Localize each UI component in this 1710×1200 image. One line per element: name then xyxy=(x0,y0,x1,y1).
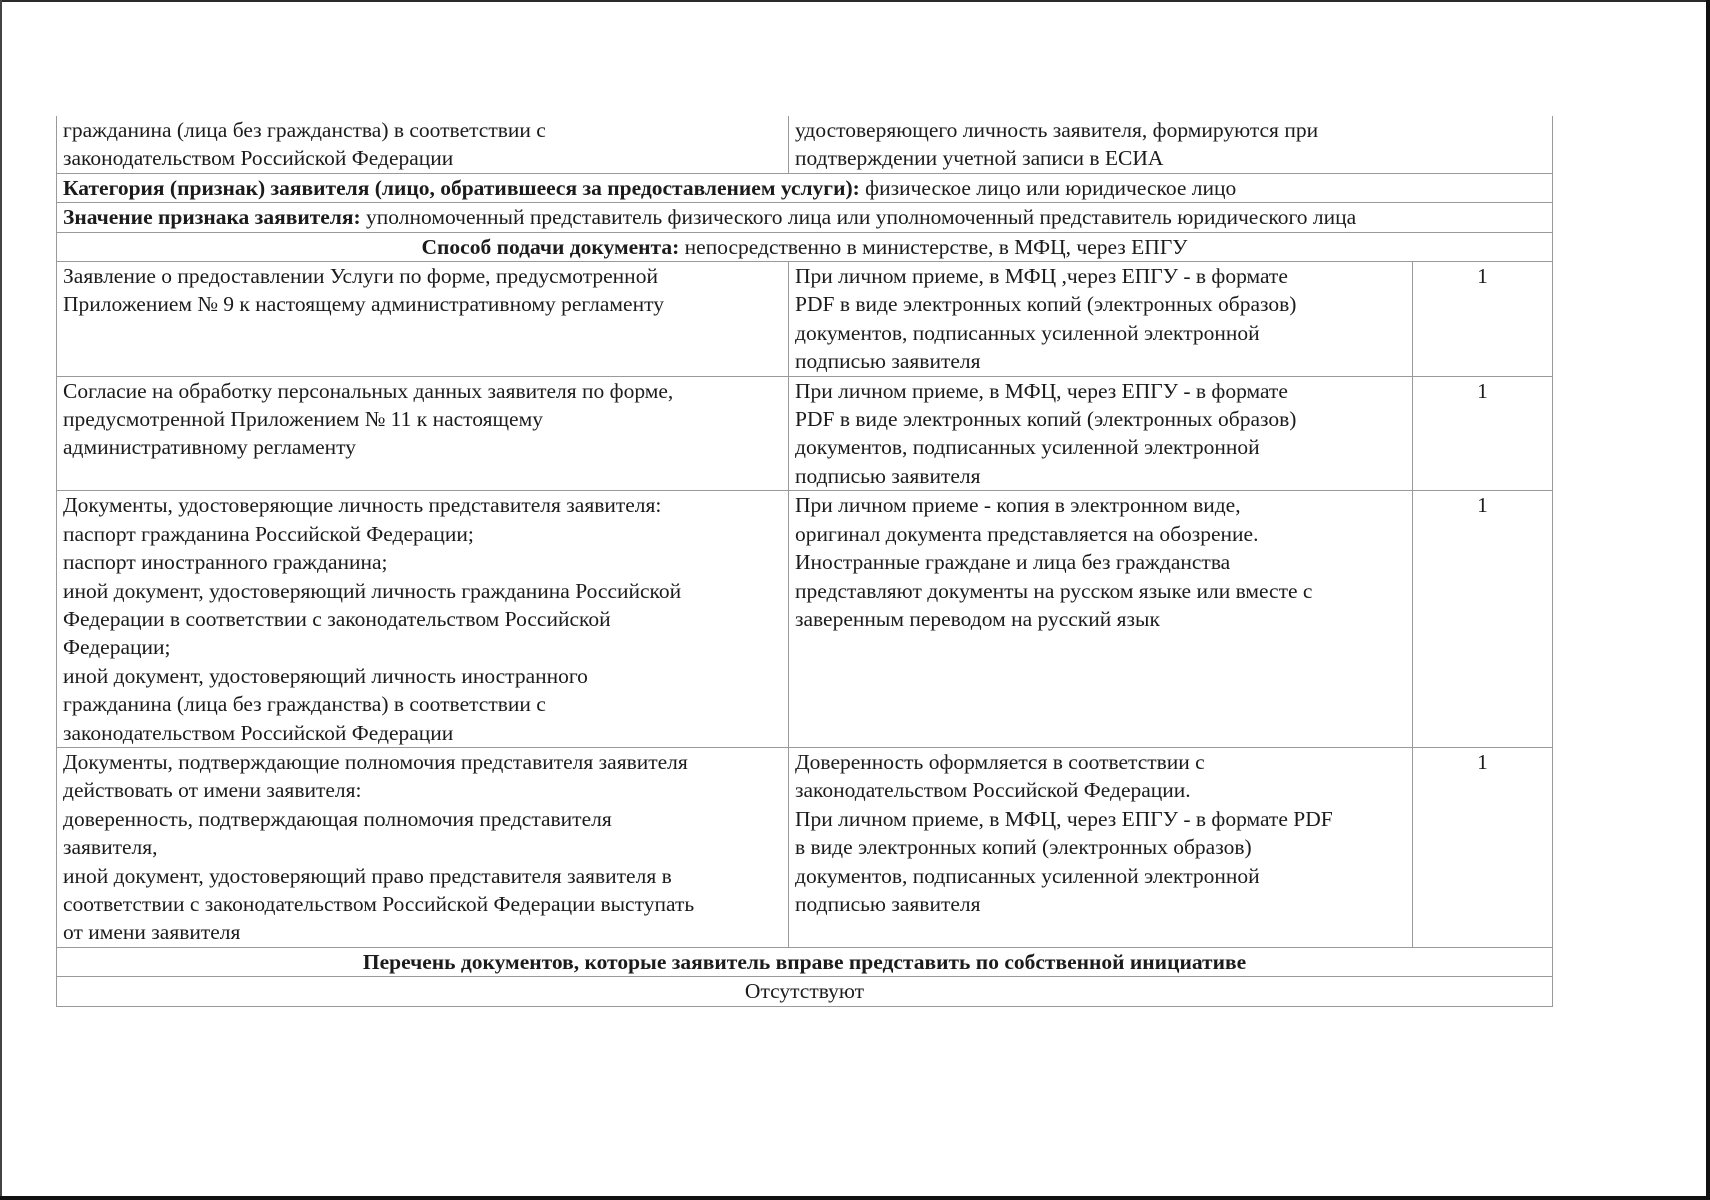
scan-edge-bottom xyxy=(0,1196,1710,1200)
applicant-attribute-value: уполномоченный представитель физического лица или уполномоченный представитель юридического лица xyxy=(366,205,1357,230)
table-row xyxy=(57,491,1553,748)
scan-edge-left xyxy=(0,0,2,1200)
scan-edge-top xyxy=(0,0,1710,2)
submission-method-value: непосредственно в министерстве, в МФЦ, через ЕПГУ xyxy=(684,234,1188,259)
continuation-document-cell: гражданина (лица без гражданства) в соответствии с законодательством Российской Федерации xyxy=(57,116,789,173)
submission-format-cell: При личном приеме, в МФЦ, через ЕПГУ - в формате PDF в виде электронных копий (электронных образов) документов, подписанных усиленной электронной подписью заявителя xyxy=(789,376,1413,491)
applicant-category-row xyxy=(57,173,1553,202)
copies-count-cell: 1 xyxy=(1413,262,1553,377)
applicant-category-cell xyxy=(57,173,1553,202)
documents-table xyxy=(56,116,1553,1007)
continuation-method-cell: удостоверяющего личность заявителя, формируются при подтверждении учетной записи в ЕСИА xyxy=(789,116,1553,173)
document-name-cell: Заявление о предоставлении Услуги по форме, предусмотренной Приложением № 9 к настоящему административному регламенту xyxy=(57,262,789,377)
optional-documents-header-row xyxy=(57,947,1553,976)
table-row-continuation xyxy=(57,116,1553,173)
submission-method-label: Способ подачи документа: xyxy=(421,234,680,259)
optional-documents-value: Отсутствуют xyxy=(57,977,1553,1006)
optional-documents-header: Перечень документов, которые заявитель вправе представить по собственной инициативе xyxy=(57,947,1553,976)
document-name-cell: Документы, подтверждающие полномочия представителя заявителя действовать от имени заявителя: доверенность, подтверждающая полномочия представителя заявителя, иной документ, удостоверяющий право представителя заявителя в соответствии с законодательством Российской Федерации выступать от имени заявителя xyxy=(57,747,789,947)
copies-count-cell: 1 xyxy=(1413,376,1553,491)
submission-method-row xyxy=(57,232,1553,261)
document-name-cell: Документы, удостоверяющие личность представителя заявителя: паспорт гражданина Российской Федерации; паспорт иностранного гражданина; иной документ, удостоверяющий личность гражданина Российской Федерации в соответствии с законодательством Российской Федерации; иной документ, удостоверяющий личность иностранного гражданина (лица без гражданства) в соответствии с законодательством Российской Федерации xyxy=(57,491,789,748)
table-row xyxy=(57,376,1553,491)
applicant-attribute-row xyxy=(57,203,1553,232)
applicant-attribute-label: Значение признака заявителя: xyxy=(63,205,361,230)
table-row xyxy=(57,747,1553,947)
submission-method-cell xyxy=(57,232,1553,261)
submission-format-cell: При личном приеме, в МФЦ ,через ЕПГУ - в формате PDF в виде электронных копий (электронных образов) документов, подписанных усиленной электронной подписью заявителя xyxy=(789,262,1413,377)
copies-count-cell: 1 xyxy=(1413,747,1553,947)
document-name-cell: Согласие на обработку персональных данных заявителя по форме, предусмотренной Приложением № 11 к настоящему административному регламенту xyxy=(57,376,789,491)
applicant-category-label: Категория (признак) заявителя (лицо, обратившееся за предоставлением услуги): xyxy=(63,175,860,200)
optional-documents-value-row xyxy=(57,977,1553,1006)
applicant-attribute-cell xyxy=(57,203,1553,232)
submission-format-cell: Доверенность оформляется в соответствии с законодательством Российской Федерации. При личном приеме, в МФЦ, через ЕПГУ - в формате PDF в виде электронных копий (электронных образов) документов, подписанных усиленной электронной подписью заявителя xyxy=(789,747,1413,947)
scan-edge-right xyxy=(1706,0,1710,1200)
submission-format-cell: При личном приеме - копия в электронном виде, оригинал документа представляется на обозрение. Иностранные граждане и лица без гражданства представляют документы на русском языке или вместе с заверенным переводом на русский язык xyxy=(789,491,1413,748)
applicant-category-value: физическое лицо или юридическое лицо xyxy=(865,175,1237,200)
copies-count-cell: 1 xyxy=(1413,491,1553,748)
table-row xyxy=(57,262,1553,377)
